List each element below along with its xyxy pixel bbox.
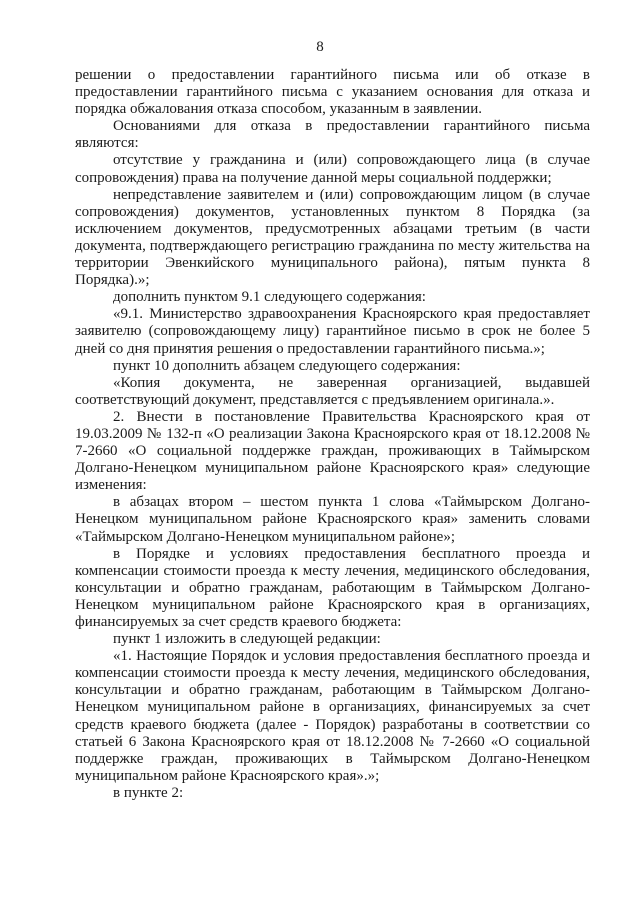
page-number: 8 [316,39,324,55]
paragraph-add-10: пункт 10 дополнить абзацем следующего содержания: [113,357,461,374]
paragraph-9-1-text: «9.1. Министерство здравоохранения Красноярского края предоставляет заявителю (сопровождающему лицу) гарантийное письмо в срок не более 5 дней со дня принятия решения о предоставлении гарантийного письма.»; [75,306,590,357]
paragraph-refusal-grounds: Основаниями для отказа в предоставлении гарантийного письма являются: [75,118,590,152]
paragraph-replace-words: в абзацах втором – шестом пункта 1 слова «Таймырском Долгано-Ненецком муниципальном районе Красноярского края» заменить словами «Таймырском Долгано-Ненецком муниципальном районе»; [75,494,590,545]
paragraph-no-documents: непредставление заявителем и (или) сопровождающим лицом (в случае сопровождения) документов, установленных пунктом 8 Порядка (за исключением документов, предусмотренных абзацами третьим (в части документа, подтверждающего регистрацию гражданина по месту жительства на территории Эвенкийского муниципального района), пятым пункта 8 Порядка).»; [75,186,590,289]
document-body [75,67,590,802]
paragraph-section-2: 2. Внести в постановление Правительства Красноярского края от 19.03.2009 № 132-п «О реализации Закона Красноярского края от 18.12.2008 № 7-2660 «О социальной поддержке граждан, проживающих в Таймырском Долгано-Ненецком муниципальном районе Красноярского края» следующие изменения: [75,408,590,494]
paragraph-copy-document: «Копия документа, не заверенная организацией, выдавшей соответствующий документ, представляется с предъявлением оригинала.». [75,374,590,408]
paragraph-point-1-text: «1. Настоящие Порядок и условия предоставления бесплатного проезда и компенсации стоимости проезда к месту лечения, медицинского обследования, консультации и обратно гражданам, работающим в Таймырском Долгано-Ненецком муниципальном районе в организациях, финансируемых за счет средств краевого бюджета (далее - Порядок) разработаны в соответствии со статьей 6 Закона Красноярского края от 18.12.2008 № 7-2660 «О социальной поддержке граждан, проживающих в Таймырском Долгано-Ненецком муниципальном районе Красноярского края».»; [75,648,590,784]
paragraph-point-2: в пункте 2: [113,784,184,801]
paragraph-point-1: пункт 1 изложить в следующей редакции: [113,631,381,648]
paragraph-procedure: в Порядке и условиях предоставления бесплатного проезда и компенсации стоимости проезда к месту лечения, медицинского обследования, консультации и обратно гражданам, работающим в Таймырском Долгано-Ненецком муниципальном районе Красноярского края в организациях, финансируемых за счет средств краевого бюджета: [75,545,590,630]
paragraph-no-right: отсутствие у гражданина и (или) сопровождающего лица (в случае сопровождения) права на получение данной меры социальной поддержки; [75,152,590,186]
paragraph-continuation: решении о предоставлении гарантийного письма или об отказе в предоставлении гарантийного письма с указанием основания для отказа и порядка обжалования отказа способом, указанным в заявлении. [75,67,590,118]
paragraph-add-9-1: дополнить пунктом 9.1 следующего содержания: [113,289,426,306]
